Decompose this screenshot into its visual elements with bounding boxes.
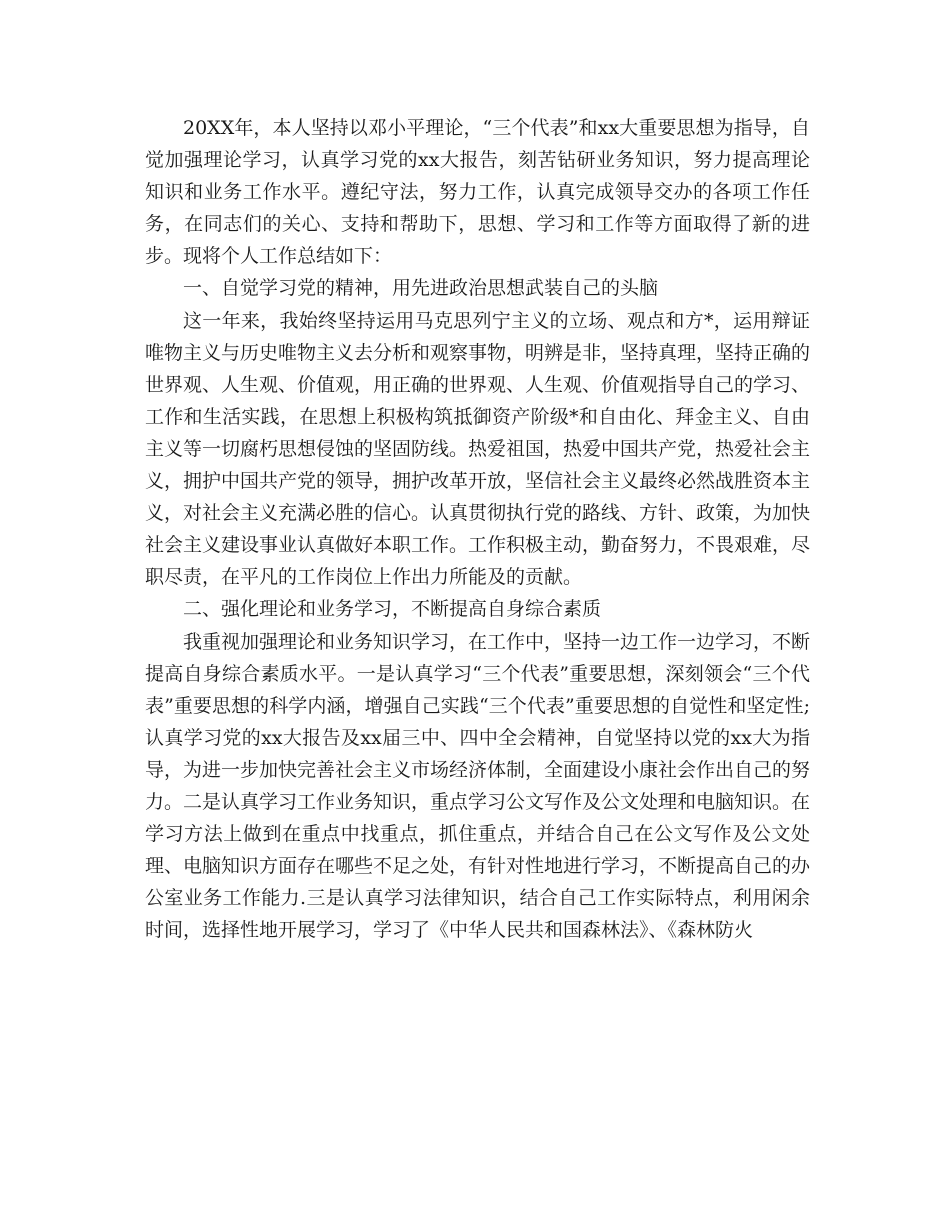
document-body [145,112,810,946]
paragraph-section-1: 这一年来，我始终坚持运用马克思列宁主义的立场、观点和方*，运用辩证唯物主义与历史唯物主义去分析和观察事物，明辨是非，坚持真理，坚持正确的世界观、人生观、价值观，用正确的世界观、人生观、价值观指导自己的学习、工作和生活实践，在思想上积极构筑抵御资产阶级*和自由化、拜金主义、自由主义等一切腐朽思想侵蚀的坚固防线。热爱祖国，热爱中国共产党，热爱社会主义，拥护中国共产党的领导，拥护改革开放，坚信社会主义最终必然战胜资本主义，对社会主义充满必胜的信心。认真贯彻执行党的路线、方针、政策，为加快社会主义建设事业认真做好本职工作。工作积极主动，勤奋努力，不畏艰难，尽职尽责，在平凡的工作岗位上作出力所能及的贡献。 [145,309,811,589]
section-heading-1: 一、自觉学习党的精神，用先进政治思想武装自己的头脑 [183,277,659,300]
section-heading-2: 二、强化理论和业务学习，不断提高自身综合素质 [183,598,602,621]
paragraph-intro: 20XX年，本人坚持以邓小平理论，“三个代表”和xx大重要思想为指导，自觉加强理论学习，认真学习党的xx大报告，刻苦钻研业务知识，努力提高理论知识和业务工作水平。遵纪守法，努力工作，认真完成领导交办的各项工作任务，在同志们的关心、支持和帮助下，思想、学习和工作等方面取得了新的进步。现将个人工作总结如下： [145,117,810,268]
paragraph-section-2: 我重视加强理论和业务知识学习，在工作中，坚持一边工作一边学习，不断提高自身综合素质水平。一是认真学习“三个代表”重要思想，深刻领会“三个代表”重要思想的科学内涵，增强自己实践“三个代表”重要思想的自觉性和坚定性;认真学习党的xx大报告及xx届三中、四中全会精神，自觉坚持以党的xx大为指导，为进一步加快完善社会主义市场经济体制，全面建设小康社会作出自己的努力。二是认真学习工作业务知识，重点学习公文写作及公文处理和电脑知识。在学习方法上做到在重点中找重点，抓住重点，并结合自己在公文写作及公文处理、电脑知识方面存在哪些不足之处，有针对性地进行学习，不断提高自己的办公室业务工作能力.三是认真学习法律知识，结合自己工作实际特点，利用闲余时间，选择性地开展学习，学习了《中华人民共和国森林法》、《森林防火 [145,630,811,942]
